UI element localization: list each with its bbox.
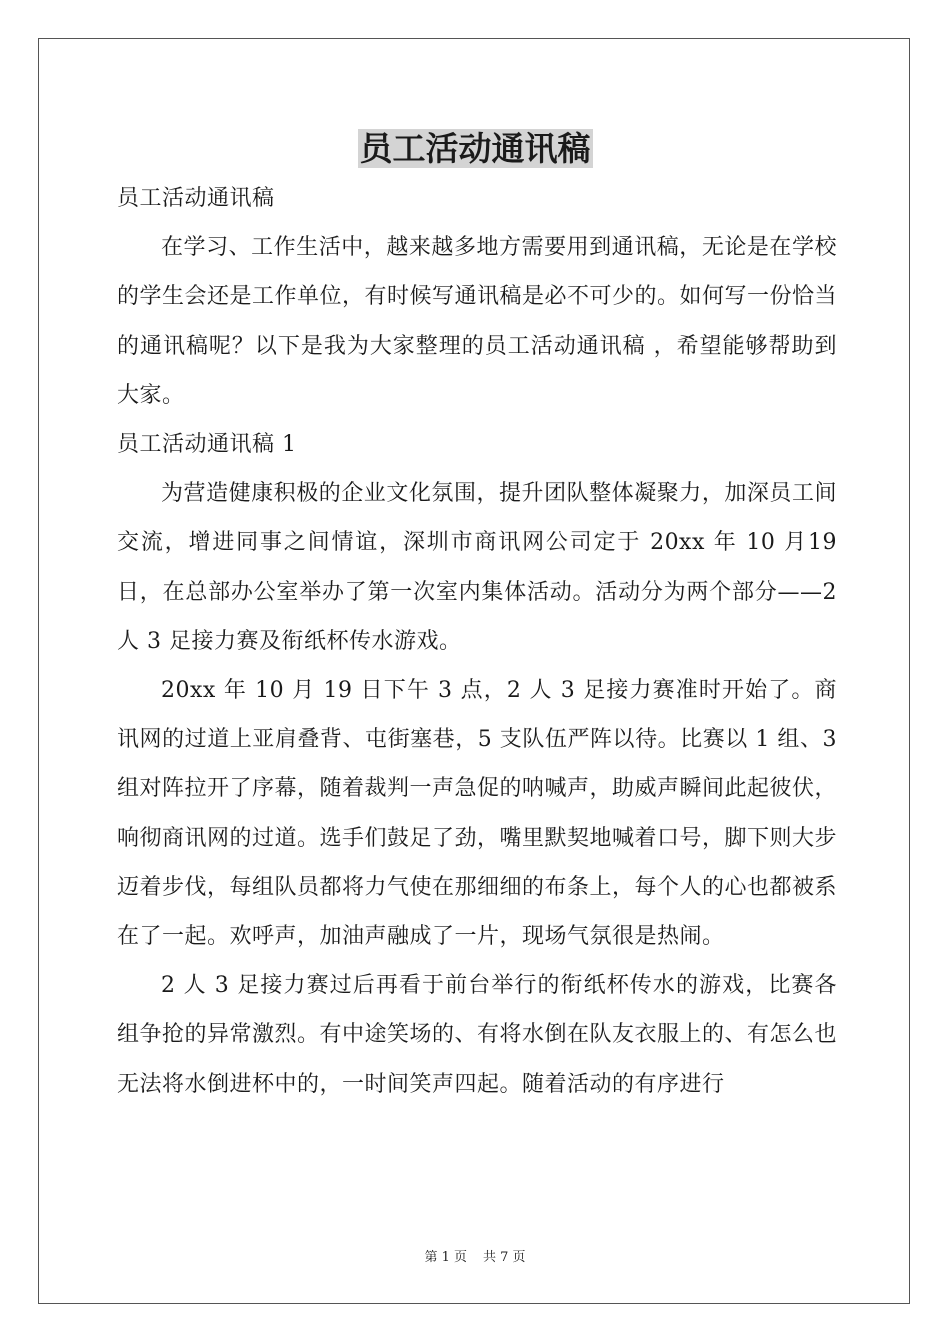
document-body [117,174,837,1109]
document-title [0,126,950,172]
paragraph-intro: 在学习、工作生活中，越来越多地方需要用到通讯稿，无论是在学校的学生会还是工作单位，有时候写通讯稿是必不可少的。如何写一份恰当的通讯稿呢？以下是我为大家整理的员工活动通讯稿 ，希望能够帮助到大家。 [117,235,838,408]
paragraph-subtitle: 员工活动通讯稿 [117,186,275,211]
page-total: 共 7 页 [483,1250,526,1265]
document-title-text: 员工活动通讯稿 [359,129,591,168]
paragraph-event-overview: 为营造健康积极的企业文化氛围，提升团队整体凝聚力，加深员工间交流，增进同事之间情谊，深圳市商讯网公司定于 20xx 年 10 月19 日，在总部办公室举办了第一次室内集体活动。活动分为两个部分——2 人 3 足接力赛及衔纸杯传水游戏。 [117,481,837,654]
paragraph-relay-race: 20xx 年 10 月 19 日下午 3 点，2 人 3 足接力赛准时开始了。商讯网的过道上亚肩叠背、屯街塞巷，5 支队伍严阵以待。比赛以 1 组、3 组对阵拉开了序幕，随着裁判一声急促的呐喊声，助威声瞬间此起彼伏，响彻商讯网的过道。选手们鼓足了劲，嘴里默契地喊着口号，脚下则大步迈着步伐，每组队员都将力气使在那细细的布条上，每个人的心也都被系在了一起。欢呼声，加油声融成了一片，现场气氛很是热闹。 [117,678,838,950]
page-footer [0,1246,950,1265]
page-number: 第 1 页 [424,1250,467,1265]
paragraph-section-heading: 员工活动通讯稿 1 [117,432,297,458]
paragraph-cup-game: 2 人 3 足接力赛过后再看于前台举行的衔纸杯传水的游戏，比赛各组争抢的异常激烈。有中途笑场的、有将水倒在队友衣服上的、有怎么也无法将水倒进杯中的，一时间笑声四起。随着活动的有序进行 [117,973,838,1097]
